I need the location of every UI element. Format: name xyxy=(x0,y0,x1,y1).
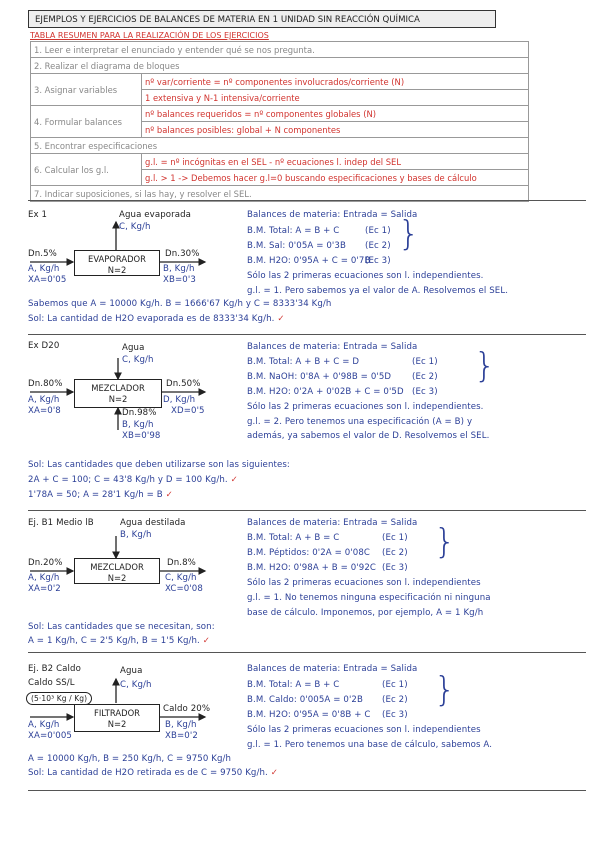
equation: B.M. Péptidos: 0'2A = 0'08C xyxy=(247,548,371,558)
balance-title: Balances de materia: Entrada = Salida xyxy=(247,210,418,220)
summary-step-1: 1. Leer e interpretar el enunciado y entender qué se nos pregunta. xyxy=(31,42,529,58)
unit-name: FILTRADOR xyxy=(94,708,140,718)
equation-tag: (Ec 3) xyxy=(365,256,391,266)
balance-title: Balances de materia: Entrada = Salida xyxy=(247,342,418,352)
equation: B.M. Sal: 0'05A = 0'3B xyxy=(247,241,346,251)
evaporator-block xyxy=(74,250,160,276)
equation-tag: (Ec 3) xyxy=(382,563,408,573)
stream-fraction: XB=0'2 xyxy=(165,731,198,741)
note: Sólo las 2 primeras ecuaciones son l. independientes xyxy=(247,725,481,735)
brace-icon: } xyxy=(434,670,456,710)
equation: B.M. Caldo: 0'005A = 0'2B xyxy=(247,695,363,705)
brace-icon: } xyxy=(474,346,496,386)
equation-tag: (Ec 1) xyxy=(382,533,408,543)
equation-tag: (Ec 2) xyxy=(382,548,408,558)
stream-variable: A, Kg/h xyxy=(28,720,60,730)
unit-components: N=2 xyxy=(107,573,127,583)
summary-step-6b: g.l. > 1 -> Debemos hacer g.l=0 buscando especificaciones y bases de cálculo xyxy=(142,170,529,186)
equation: B.M. Total: A = B + C xyxy=(247,680,340,690)
summary-step-4b: nº balances posibles: global + N componentes xyxy=(142,122,529,138)
stream-label: Dn.8% xyxy=(167,558,196,568)
unit-name: MEZCLADOR xyxy=(91,383,145,393)
stream-variable: C, Kg/h xyxy=(120,680,152,690)
result xyxy=(28,636,210,646)
stream-fraction: XA=0'8 xyxy=(28,406,61,416)
summary-step-3b: 1 extensiva y N-1 intensiva/corriente xyxy=(142,90,529,106)
example-label: Ej. B2 Caldo xyxy=(28,664,81,674)
equation: B.M. H2O: 0'95A = 0'8B + C xyxy=(247,710,371,720)
stream-variable: C, Kg/h xyxy=(165,573,197,583)
unit-name: MEZCLADOR xyxy=(90,562,144,572)
check-icon: ✓ xyxy=(277,314,285,324)
equation-tag: (Ec 3) xyxy=(412,387,438,397)
equation-tag: (Ec 1) xyxy=(412,357,438,367)
result xyxy=(28,475,238,485)
note: g.l. = 2. Pero tenemos una especificación (A = B) y xyxy=(247,417,473,427)
solution: Sol: Las cantidades que se necesitan, son: xyxy=(28,622,215,632)
equation-tag: (Ec 3) xyxy=(382,710,408,720)
example-label: Ex D20 xyxy=(28,341,60,351)
equation-tag: (Ec 2) xyxy=(412,372,438,382)
stream-label: Caldo 20% xyxy=(163,704,211,714)
summary-step-6a: g.l. = nº incógnitas en el SEL - nº ecuaciones l. indep del SEL xyxy=(142,154,529,170)
mixer-block xyxy=(74,379,162,408)
summary-subtitle: TABLA RESUMEN PARA LA REALIZACIÓN DE LOS EJERCICIOS xyxy=(30,31,269,40)
unit-components: N=2 xyxy=(107,719,127,729)
stream-concentration: (5·10³ Kg / Kg) xyxy=(26,692,92,705)
example-label: Ex 1 xyxy=(28,210,48,220)
stream-label: Dn.5% xyxy=(28,249,57,259)
stream-variable: A, Kg/h xyxy=(28,264,60,274)
summary-step-3a: nº var/corriente = nº componentes involucrados/corriente (N) xyxy=(142,74,529,90)
stream-label: Agua destilada xyxy=(120,518,186,528)
stream-label: Dn.98% xyxy=(122,408,157,418)
solution xyxy=(28,768,278,778)
summary-step-6: 6. Calcular los g.l. xyxy=(31,154,142,186)
stream-fraction: XA=0'2 xyxy=(28,584,61,594)
stream-fraction: XB=0'3 xyxy=(163,275,196,285)
stream-variable: A, Kg/h xyxy=(28,395,60,405)
note: g.l. = 1. Pero tenemos una base de cálculo, sabemos A. xyxy=(247,740,493,750)
stream-label: Agua evaporada xyxy=(119,210,192,220)
result-text: 2A + C = 100; C = 43'8 Kg/h y D = 100 Kg/h. xyxy=(28,475,228,485)
note: además, ya sabemos el valor de D. Resolvemos el SEL. xyxy=(247,431,490,441)
summary-step-2: 2. Realizar el diagrama de bloques xyxy=(31,58,529,74)
stream-variable: A, Kg/h xyxy=(28,573,60,583)
stream-label: Dn.30% xyxy=(165,249,200,259)
equation-tag: (Ec 1) xyxy=(382,680,408,690)
equation-tag: (Ec 2) xyxy=(365,241,391,251)
equation: B.M. Total: A + B = C xyxy=(247,533,340,543)
check-icon: ✓ xyxy=(165,490,173,500)
stream-label: Agua xyxy=(122,343,145,353)
unit-name: EVAPORADOR xyxy=(88,254,146,264)
note: Sólo las 2 primeras ecuaciones son l. independientes. xyxy=(247,402,484,412)
equation: B.M. H2O: 0'95A + C = 0'7B xyxy=(247,256,371,266)
check-icon: ✓ xyxy=(230,475,238,485)
unit-components: N=2 xyxy=(108,394,128,404)
filter-block xyxy=(74,704,160,732)
equation: B.M. Total: A + B + C = D xyxy=(247,357,360,367)
result-text: A = 1 Kg/h, C = 2'5 Kg/h, B = 1'5 Kg/h. xyxy=(28,636,200,646)
note: Sólo las 2 primeras ecuaciones son l. independientes. xyxy=(247,271,484,281)
summary-step-4: 4. Formular balances xyxy=(31,106,142,138)
stream-variable: C, Kg/h xyxy=(119,222,151,232)
equation: B.M. H2O: 0'2A + 0'02B + C = 0'5D xyxy=(247,387,404,397)
summary-step-3: 3. Asignar variables xyxy=(31,74,142,106)
stream-fraction: XA=0'005 xyxy=(28,731,72,741)
equation-tag: (Ec 2) xyxy=(382,695,408,705)
brace-icon: } xyxy=(398,214,420,254)
solution xyxy=(28,314,285,324)
brace-icon: } xyxy=(434,522,456,562)
stream-variable: B, Kg/h xyxy=(122,420,154,430)
note: g.l. = 1. Pero sabemos ya el valor de A. Resolvemos el SEL. xyxy=(247,286,509,296)
example-label: Ej. B1 Medio lB xyxy=(28,518,94,528)
note: Sólo las 2 primeras ecuaciones son l. independientes xyxy=(247,578,481,588)
summary-step-7: 7. Indicar suposiciones, si las hay, y resolver el SEL. xyxy=(31,186,529,202)
equation: B.M. Total: A = B + C xyxy=(247,226,340,236)
note: base de cálculo. Imponemos, por ejemplo, A = 1 Kg/h xyxy=(247,608,484,618)
result-text: 1'78A = 50; A = 28'1 Kg/h = B xyxy=(28,490,163,500)
balance-title: Balances de materia: Entrada = Salida xyxy=(247,664,418,674)
result: A = 10000 Kg/h, B = 250 Kg/h, C = 9750 Kg/h xyxy=(28,754,232,764)
unit-components: N=2 xyxy=(107,265,127,275)
summary-step-4a: nº balances requeridos = nº componentes globales (N) xyxy=(142,106,529,122)
solution: Sol: Las cantidades que deben utilizarse son las siguientes: xyxy=(28,460,290,470)
stream-label: Dn.80% xyxy=(28,379,63,389)
equation-tag: (Ec 1) xyxy=(365,226,391,236)
stream-label: Caldo SS/L xyxy=(28,678,75,688)
equation: B.M. H2O: 0'98A + B = 0'92C xyxy=(247,563,377,573)
stream-label: Dn.20% xyxy=(28,558,63,568)
stream-variable: D, Kg/h xyxy=(163,395,196,405)
stream-variable: C, Kg/h xyxy=(122,355,154,365)
stream-fraction: XC=0'08 xyxy=(165,584,203,594)
result xyxy=(28,490,173,500)
balance-title: Balances de materia: Entrada = Salida xyxy=(247,518,418,528)
stream-fraction: XD=0'5 xyxy=(171,406,205,416)
equation: B.M. NaOH: 0'8A + 0'98B = 0'5D xyxy=(247,372,392,382)
stream-label: Agua xyxy=(120,666,143,676)
stream-variable: B, Kg/h xyxy=(163,264,195,274)
stream-fraction: XB=0'98 xyxy=(122,431,161,441)
page-title: EJEMPLOS Y EJERCICIOS DE BALANCES DE MATERIA EN 1 UNIDAD SIN REACCIÓN QUÍMICA xyxy=(28,10,496,28)
stream-variable: B, Kg/h xyxy=(165,720,197,730)
mixer-block xyxy=(74,558,160,584)
note: g.l. = 1. No tenemos ninguna especificación ni ninguna xyxy=(247,593,491,603)
solution-text: Sol: La cantidad de H2O retirada es de C = 9750 Kg/h. xyxy=(28,768,268,778)
summary-step-5: 5. Encontrar especificaciones xyxy=(31,138,529,154)
check-icon: ✓ xyxy=(202,636,211,646)
check-icon: ✓ xyxy=(270,768,279,778)
solution-text: Sol: La cantidad de H2O evaporada es de 8333'34 Kg/h. xyxy=(28,314,275,324)
result: Sabemos que A = 10000 Kg/h. B = 1666'67 Kg/h y C = 8333'34 Kg/h xyxy=(28,299,332,309)
stream-fraction: XA=0'05 xyxy=(28,275,67,285)
stream-variable: B, Kg/h xyxy=(120,530,152,540)
stream-label: Dn.50% xyxy=(166,379,201,389)
